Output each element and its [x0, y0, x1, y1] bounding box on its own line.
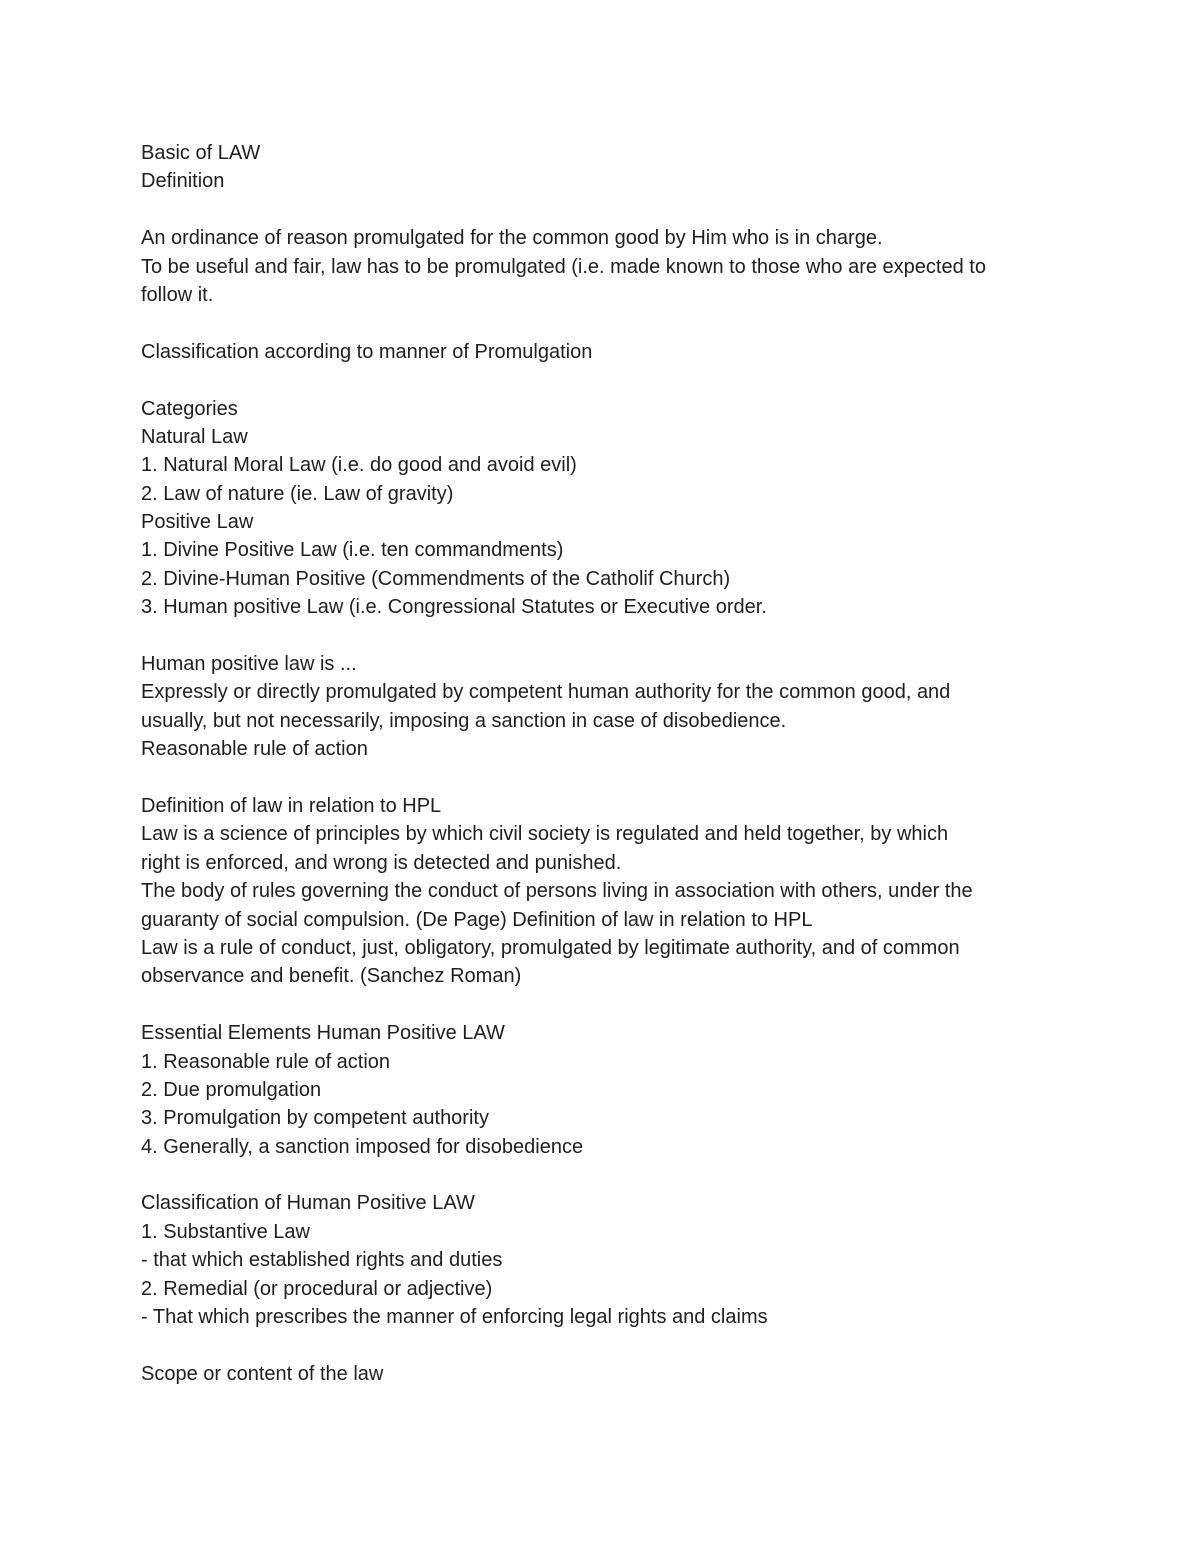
- text-line: 2. Divine-Human Positive (Commendments of the Catholif Church): [141, 567, 731, 590]
- text-line: Scope or content of the law: [141, 1362, 384, 1385]
- text-line: usually, but not necessarily, imposing a sanction in case of disobedience.: [141, 709, 787, 732]
- text-line: Classification according to manner of Promulgation: [141, 340, 593, 363]
- text-line: Definition of law in relation to HPL: [141, 794, 442, 817]
- text-line: Positive Law: [141, 511, 254, 534]
- blank-line: [141, 1331, 1071, 1359]
- text-line: Essential Elements Human Positive LAW: [141, 1022, 505, 1045]
- text-line: right is enforced, and wrong is detected and punished.: [141, 851, 622, 874]
- text-line: 2. Due promulgation: [141, 1078, 322, 1101]
- text-line: - That which prescribes the manner of enforcing legal rights and claims: [141, 1306, 768, 1329]
- text-line: 4. Generally, a sanction imposed for disobedience: [141, 1135, 584, 1158]
- blank-line: [141, 196, 1071, 224]
- text-line: 3. Human positive Law (i.e. Congressional Statutes or Executive order.: [141, 596, 767, 619]
- text-line: 3. Promulgation by competent authority: [141, 1107, 489, 1130]
- blank-line: [141, 1161, 1071, 1189]
- text-line: An ordinance of reason promulgated for the common good by Him who is in charge.: [141, 227, 883, 250]
- text-line: observance and benefit. (Sanchez Roman): [141, 965, 522, 988]
- text-line: To be useful and fair, law has to be promulgated (i.e. made known to those who are expected to: [141, 255, 986, 278]
- blank-line: [141, 309, 1071, 337]
- text-line: 2. Remedial (or procedural or adjective): [141, 1277, 493, 1300]
- document-body: [141, 139, 1071, 1388]
- text-line: Law is a rule of conduct, just, obligatory, promulgated by legitimate authority, and of common: [141, 936, 960, 959]
- blank-line: [141, 991, 1071, 1019]
- text-line: 1. Natural Moral Law (i.e. do good and avoid evil): [141, 454, 577, 477]
- text-line: 1. Substantive Law: [141, 1220, 310, 1243]
- text-line: Reasonable rule of action: [141, 738, 368, 761]
- text-line: - that which established rights and duties: [141, 1249, 503, 1272]
- text-line: Basic of LAW: [141, 142, 261, 164]
- text-line: 2. Law of nature (ie. Law of gravity): [141, 482, 454, 505]
- text-line: guaranty of social compulsion. (De Page) Definition of law in relation to HPL: [141, 908, 813, 931]
- text-line: follow it.: [141, 283, 214, 306]
- text-line: Natural Law: [141, 425, 248, 448]
- blank-line: [141, 764, 1071, 792]
- text-line: Classification of Human Positive LAW: [141, 1192, 475, 1215]
- text-line: Categories: [141, 397, 238, 420]
- text-line: 1. Divine Positive Law (i.e. ten commandments): [141, 539, 564, 562]
- text-line: 1. Reasonable rule of action: [141, 1050, 391, 1073]
- text-line: Law is a science of principles by which civil society is regulated and held together, by which: [141, 823, 949, 846]
- text-line: Human positive law is ...: [141, 653, 357, 676]
- text-line: Definition: [141, 170, 225, 193]
- text-line: Expressly or directly promulgated by competent human authority for the common good, and: [141, 681, 951, 704]
- text-line: The body of rules governing the conduct of persons living in association with others, under the: [141, 880, 973, 903]
- blank-line: [141, 622, 1071, 650]
- blank-line: [141, 366, 1071, 394]
